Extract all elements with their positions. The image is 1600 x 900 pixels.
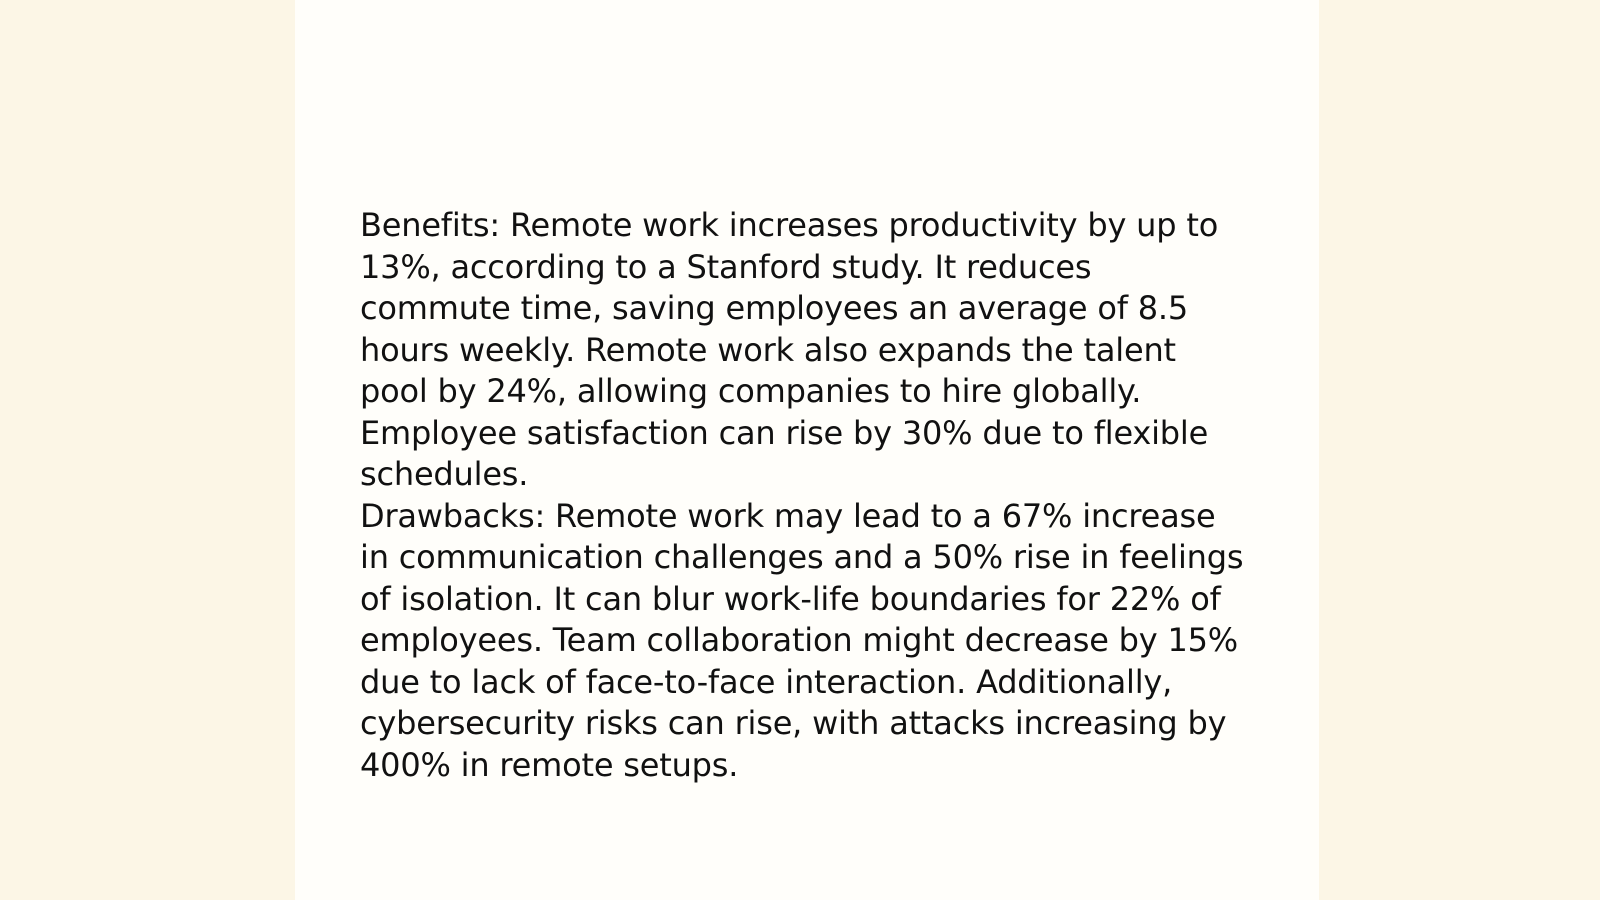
document-page (295, 0, 1319, 900)
drawbacks-paragraph: Drawbacks: Remote work may lead to a 67% increase in communication challenges and a 50% rise in feelings of isolation. It can blur work-life boundaries for 22% of employees. Team collaboration might decrease by 15% due to lack of face-to-face interaction. Additionally, cybersecurity risks can rise, with attacks increasing by 400% in remote setups. (360, 496, 1244, 784)
benefits-paragraph: Benefits: Remote work increases productivity by up to 13%, according to a Stanford study. It reduces commute time, saving employees an average of 8.5 hours weekly. Remote work also expands the talent pool by 24%, allowing companies to hire globally. Employee satisfaction can rise by 30% due to flexible schedules. (360, 206, 1219, 493)
document-body (360, 205, 1250, 786)
